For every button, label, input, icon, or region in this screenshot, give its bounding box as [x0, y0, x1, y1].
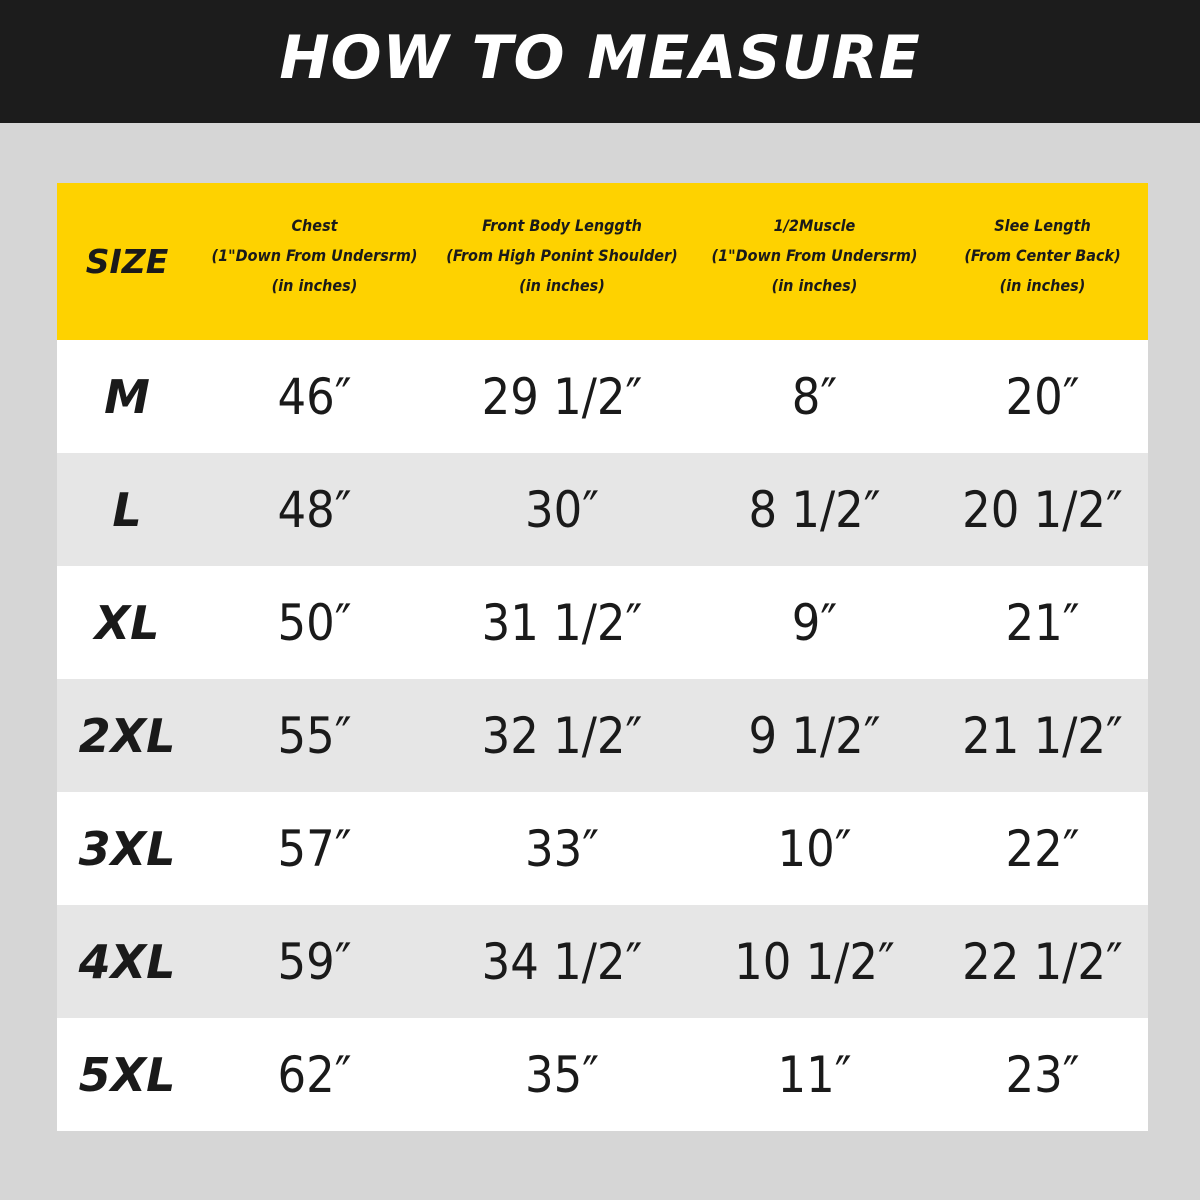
size-header: SIZE [85, 242, 169, 281]
chest-cell: 59″ [277, 932, 352, 991]
sleeve-cell: 22″ [1005, 819, 1080, 878]
chest-cell: 62″ [277, 1045, 352, 1104]
table-row [57, 679, 1148, 792]
table-row [57, 905, 1148, 1018]
muscle-cell: 8″ [791, 367, 838, 426]
size-chart-table [57, 183, 1148, 1131]
header-half-muscle: 1/2Muscle (1"Down From Undersrm) (in inches) [711, 215, 918, 295]
chest-cell: 55″ [277, 706, 352, 765]
sleeve-cell: 21 1/2″ [962, 706, 1123, 765]
length-cell: 29 1/2″ [481, 367, 643, 426]
sleeve-cell: 23″ [1005, 1045, 1080, 1104]
sleeve-cell: 20″ [1005, 367, 1080, 426]
size-cell: 2XL [78, 708, 176, 763]
sleeve-cell: 20 1/2″ [962, 480, 1123, 539]
header-front-body-length: Front Body Lenggth (From High Ponint Shoulder) (in inches) [446, 215, 678, 295]
header-chest: Chest (1"Down From Undersrm) (in inches) [211, 215, 418, 295]
size-cell: XL [94, 595, 160, 650]
chest-cell: 46″ [277, 367, 352, 426]
table-row [57, 453, 1148, 566]
table-row [57, 340, 1148, 453]
length-cell: 35″ [524, 1045, 600, 1104]
muscle-cell: 9 1/2″ [748, 706, 881, 765]
header-sleeve-length: Slee Length (From Center Back) (in inches) [964, 215, 1121, 295]
chest-cell: 57″ [277, 819, 352, 878]
size-cell: 5XL [78, 1047, 176, 1102]
chest-cell: 50″ [277, 593, 352, 652]
size-cell: 4XL [78, 934, 176, 989]
table-header [57, 183, 1148, 340]
table-row [57, 566, 1148, 679]
length-cell: 32 1/2″ [481, 706, 643, 765]
title-bar [0, 0, 1200, 123]
length-cell: 31 1/2″ [481, 593, 643, 652]
sleeve-cell: 22 1/2″ [962, 932, 1123, 991]
size-cell: 3XL [78, 821, 176, 876]
page-title: HOW TO MEASURE [279, 22, 921, 93]
sleeve-cell: 21″ [1005, 593, 1080, 652]
size-cell: L [112, 482, 142, 537]
table-row [57, 792, 1148, 905]
length-cell: 34 1/2″ [481, 932, 643, 991]
muscle-cell: 10″ [777, 819, 852, 878]
length-cell: 30″ [524, 480, 600, 539]
chest-cell: 48″ [277, 480, 352, 539]
table-row [57, 1018, 1148, 1131]
muscle-cell: 9″ [791, 593, 838, 652]
size-cell: M [104, 369, 150, 424]
muscle-cell: 8 1/2″ [748, 480, 881, 539]
muscle-cell: 11″ [777, 1045, 852, 1104]
length-cell: 33″ [524, 819, 600, 878]
muscle-cell: 10 1/2″ [734, 932, 895, 991]
